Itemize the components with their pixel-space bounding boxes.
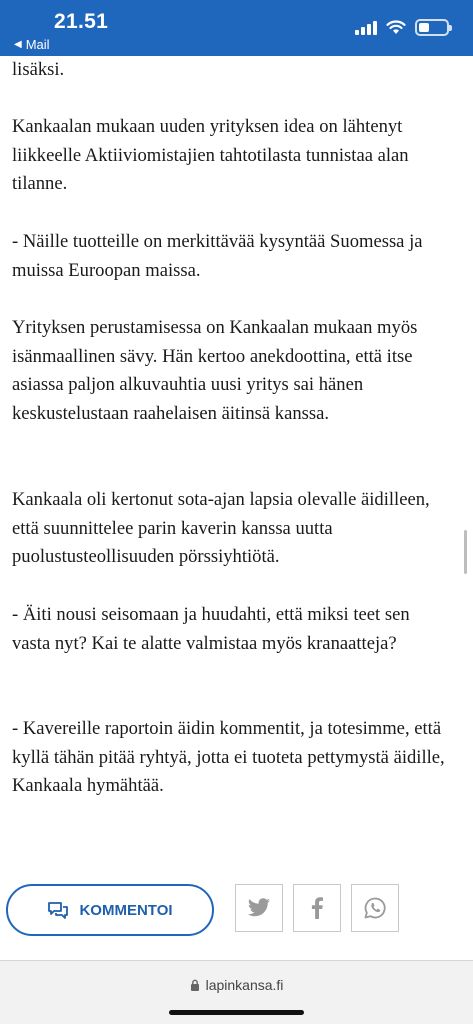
browser-url-bar: [0, 960, 473, 1024]
facebook-icon: [311, 897, 323, 919]
status-bar: [0, 0, 473, 56]
back-to-app-link[interactable]: [14, 37, 50, 52]
battery-icon: [415, 19, 449, 36]
article-paragraph: - Näille tuotteille on merkittävää kysyntää Suomessa ja muissa Euroopan maissa.: [12, 231, 423, 281]
article-paragraph: - Kavereille raportoin äidin kommentit, ja totesimme, että kyllä tähän pitää ryhtyä, jotta ei tuoteta pettymystä äidille, Kankaala hymähtää.: [12, 718, 445, 796]
comment-button[interactable]: [6, 884, 214, 936]
facebook-share-button[interactable]: [293, 884, 341, 932]
comment-icon: [47, 900, 69, 920]
back-triangle-icon: ◀: [14, 39, 22, 50]
twitter-icon: [247, 898, 271, 918]
home-indicator[interactable]: [169, 1010, 304, 1015]
whatsapp-share-button[interactable]: [351, 884, 399, 932]
article-paragraph: lisäksi.: [12, 59, 65, 80]
status-indicators: [355, 19, 449, 36]
lock-icon: [190, 979, 200, 991]
whatsapp-icon: [364, 897, 386, 919]
wifi-icon: [386, 20, 406, 35]
cellular-signal-icon: [355, 21, 377, 35]
article-paragraph: - Äiti nousi seisomaan ja huudahti, että miksi teet sen vasta nyt? Kai te alatte valmistaa myös kranaatteja?: [12, 604, 410, 654]
article-paragraph: Kankaala oli kertonut sota-ajan lapsia olevalle äidilleen, että suunnittelee parin kaverin kanssa uutta puolustusteollisuuden pörssiyhtiötä.: [12, 489, 430, 567]
status-time: 21.51: [54, 10, 109, 33]
twitter-share-button[interactable]: [235, 884, 283, 932]
article-paragraph: Yrityksen perustamisessa on Kankaalan mukaan myös isänmaallinen sävy. Hän kertoo anekdoottina, että itse asiassa paljon alkuvauhtia uusi yritys sai hänen keskustelustaan raahelaisen äitinsä kanssa.: [12, 317, 418, 424]
article-paragraph: Kankaalan mukaan uuden yrityksen idea on lähtenyt liikkeelle Aktiiviomistajien tahtotilasta tunnistaa alan tilanne.: [12, 116, 409, 194]
comment-button-label: KOMMENTOI: [79, 901, 173, 919]
url-display[interactable]: [0, 977, 473, 993]
url-text: lapinkansa.fi: [205, 977, 284, 993]
scroll-indicator[interactable]: [464, 530, 467, 574]
back-app-label: Mail: [25, 37, 50, 52]
